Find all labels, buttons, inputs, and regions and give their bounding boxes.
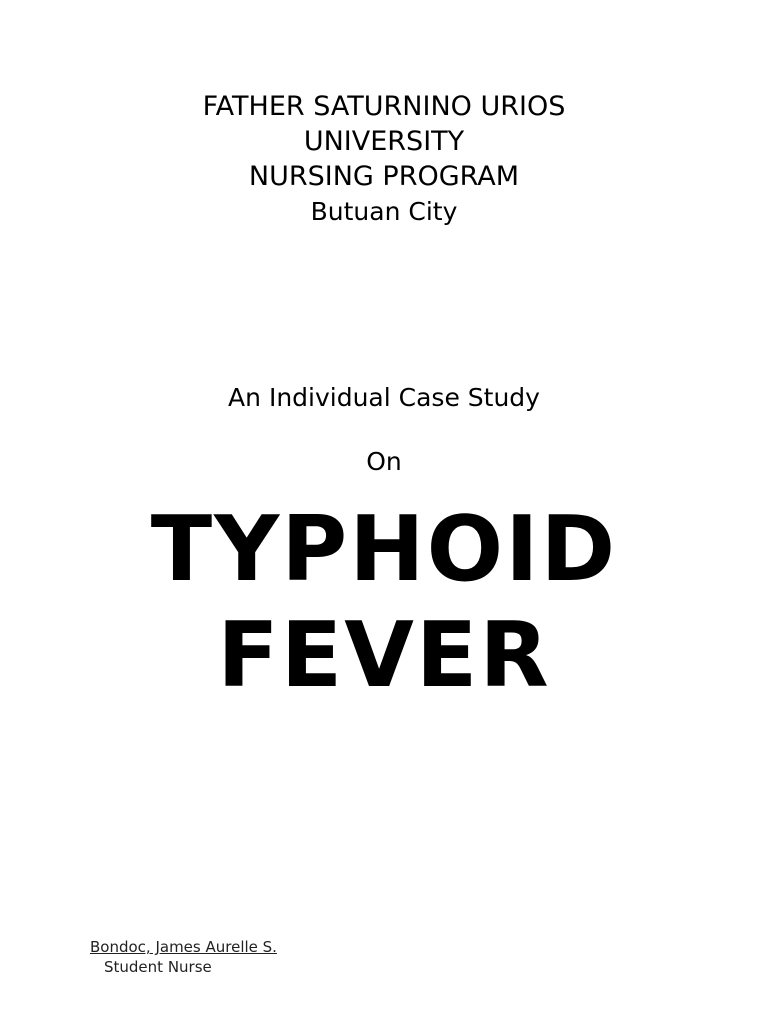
city-name: Butuan City [310,197,458,226]
topic-title-line2: FEVER [217,603,551,708]
author-role: Student Nurse [104,958,212,976]
program-name: NURSING PROGRAM [248,161,520,192]
author-block [90,937,277,977]
institution-name-line1: FATHER SATURNINO URIOS [202,91,566,122]
institution-name-line2: UNIVERSITY [303,126,465,157]
connector-text: On [366,447,402,476]
topic-title-line1: TYPHOID [150,497,618,602]
case-study-subtitle: An Individual Case Study [228,383,540,412]
author-name: Bondoc, James Aurelle S. [90,938,277,956]
